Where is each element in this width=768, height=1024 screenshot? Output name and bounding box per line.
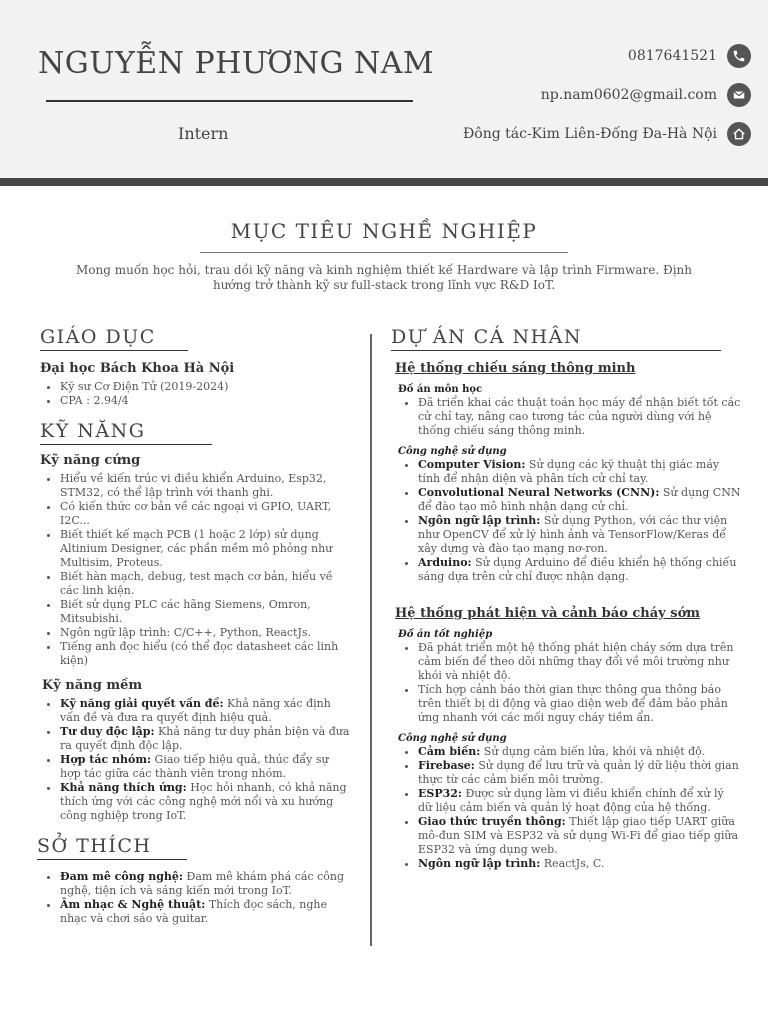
list-item: • Hợp tác nhóm: Giao tiếp hiệu quả, thúc đẩy sự hợp tác giữa các thành viên trong nhóm. <box>60 753 350 781</box>
list-item: • Đam mê công nghệ: Đam mê khám phá các công nghệ, tiện ích và sáng kiến mới trong IoT. <box>60 870 350 898</box>
list-item: • Ngôn ngữ lập trình: Sử dụng Python, với các thư viện như OpenCV để xử lý hình ảnh và TensorFlow/Keras để xây dựng và đào tạo mạng nơ-ron. <box>418 514 741 556</box>
project-1-tech-label: Công nghệ sử dụng <box>398 446 507 457</box>
list-item: • Arduino: Sử dụng Arduino để điều khiển hệ thống chiếu sáng dựa trên cử chỉ được nhận dạng. <box>418 556 741 584</box>
home-icon <box>727 122 751 146</box>
list-item: • Ngôn ngữ lập trình: C/C++, Python, ReactJs. <box>60 626 350 640</box>
school-name: Đại học Bách Khoa Hà Nội <box>40 361 235 376</box>
right-column <box>391 326 741 871</box>
column-divider <box>370 334 372 946</box>
list-item: • Kỹ sư Cơ Điện Tử (2019-2024) <box>60 380 350 394</box>
project-1-tech-list <box>391 458 741 584</box>
project-1-label: Đồ án môn học <box>398 384 483 395</box>
list-item: • Hiểu về kiến trúc vi điều khiển Arduino, Esp32, STM32, có thể lập trình với thanh ghi. <box>60 472 350 500</box>
list-item: • Đã phát triển một hệ thống phát hiện cháy sớm dựa trên cảm biến để theo dõi những thay đổi về môi trường như khói và nhiệt độ. <box>418 641 741 683</box>
list-item: • Biết sử dụng PLC các hãng Siemens, Omron, Mitsubishi. <box>60 598 350 626</box>
header-divider-bar <box>0 178 768 186</box>
list-item: • Âm nhạc & Nghệ thuật: Thích đọc sách, nghe nhạc và chơi sáo và guitar. <box>60 898 350 926</box>
list-item: • Convolutional Neural Networks (CNN): Sử dụng CNN để đào tạo mô hình nhận dạng cử chỉ. <box>418 486 741 514</box>
list-item: • Khả năng thích ứng: Học hỏi nhanh, có khả năng thích ứng với các công nghệ mới nổi và xu hướng công nghiệp trong IoT. <box>60 781 350 823</box>
name-underline <box>46 100 413 102</box>
projects-title: DỰ ÁN CÁ NHÂN <box>391 326 721 351</box>
hard-skills-title: Kỹ năng cứng <box>40 453 141 468</box>
contact-address <box>463 122 751 146</box>
email-text: np.nam0602@gmail.com <box>540 87 717 103</box>
mail-icon <box>727 83 751 107</box>
project-1-title: Hệ thống chiếu sáng thông minh <box>395 361 636 376</box>
list-item: • Tích hợp cảnh báo thời gian thực thông qua thông báo trên thiết bị di động và giao diện web để đảm bảo phản ứng nhanh với các mối nguy cháy tiềm ẩn. <box>418 683 741 725</box>
list-item: • Kỹ năng giải quyết vấn đề: Khả năng xác định vấn đề và đưa ra quyết định hiệu quả. <box>60 697 350 725</box>
project-2-title: Hệ thống phát hiện và cảnh báo cháy sớm <box>395 606 701 621</box>
project-2-list <box>391 641 741 725</box>
list-item: • Đã triển khai các thuật toán học máy để nhận biết tốt các cử chỉ tay, nâng cao tương tác của người dùng với hệ thống chiếu sáng thông minh. <box>418 396 741 438</box>
list-item: • Biết thiết kế mạch PCB (1 hoặc 2 lớp) sử dụng Altinium Designer, các phần mềm mô phỏng như Multisim, Proteus. <box>60 528 350 570</box>
list-item: • Firebase: Sử dụng để lưu trữ và quản lý dữ liệu thời gian thực từ các cảm biến môi trường. <box>418 759 741 787</box>
address-text: Đông tác-Kim Liên-Đống Đa-Hà Nội <box>462 126 717 142</box>
hobbies-title: SỞ THÍCH <box>37 835 187 860</box>
objective-underline <box>200 252 568 253</box>
phone-text: 0817641521 <box>627 48 717 64</box>
hobbies-list <box>40 870 350 926</box>
project-1-list <box>391 396 741 438</box>
contact-phone <box>628 44 751 68</box>
project-2-tech-label: Công nghệ sử dụng <box>398 733 507 744</box>
soft-skills-list <box>40 697 350 823</box>
project-2-tech-list <box>391 745 741 871</box>
left-column <box>37 326 350 926</box>
candidate-role: Intern <box>178 124 229 143</box>
list-item: • CPA : 2.94/4 <box>60 394 350 408</box>
education-title: GIÁO DỤC <box>40 326 188 351</box>
list-item: • Tư duy độc lập: Khả năng tư duy phản biện và đưa ra quyết định độc lập. <box>60 725 350 753</box>
hard-skills-list <box>40 472 350 668</box>
list-item: • Giao thức truyền thông: Thiết lập giao tiếp UART giữa mô-đun SIM và ESP32 và sử dụng Wi-Fi để giao tiếp giữa ESP32 và ứng dụng web. <box>418 815 741 857</box>
list-item: • Ngôn ngữ lập trình: ReactJs, C. <box>418 857 741 871</box>
objective-title: MỤC TIÊU NGHỀ NGHIỆP <box>230 219 538 243</box>
list-item: • Có kiến thức cơ bản về các ngoại vi GPIO, UART, I2C... <box>60 500 350 528</box>
project-2-label: Đồ án tốt nghiệp <box>398 629 493 640</box>
candidate-name: NGUYỄN PHƯƠNG NAM <box>38 46 435 81</box>
list-item: • Biết hàn mạch, debug, test mạch cơ bản, hiểu về các linh kiện. <box>60 570 350 598</box>
phone-icon <box>727 44 751 68</box>
contact-email <box>541 83 751 107</box>
list-item: • Tiếng anh đọc hiểu (có thể đọc datasheet các linh kiện) <box>60 640 350 668</box>
list-item: • Computer Vision: Sử dụng các kỹ thuật thị giác máy tính để nhận diện và phân tích cử chỉ tay. <box>418 458 741 486</box>
objective-text: Mong muốn học hỏi, trau dồi kỹ năng và kinh nghiệm thiết kế Hardware và lập trình Firmware. Định hướng trở thành kỹ sư full-stack trong lĩnh vực R&D IoT. <box>76 263 692 292</box>
list-item: • ESP32: Được sử dụng làm vi điều khiển chính để xử lý dữ liệu cảm biến và quản lý hoạt động của hệ thống. <box>418 787 741 815</box>
soft-skills-title: Kỹ năng mềm <box>42 678 143 693</box>
list-item: • Cảm biến: Sử dụng cảm biến lửa, khói và nhiệt độ. <box>418 745 741 759</box>
education-list <box>40 380 350 408</box>
skills-title: KỸ NĂNG <box>40 420 212 445</box>
